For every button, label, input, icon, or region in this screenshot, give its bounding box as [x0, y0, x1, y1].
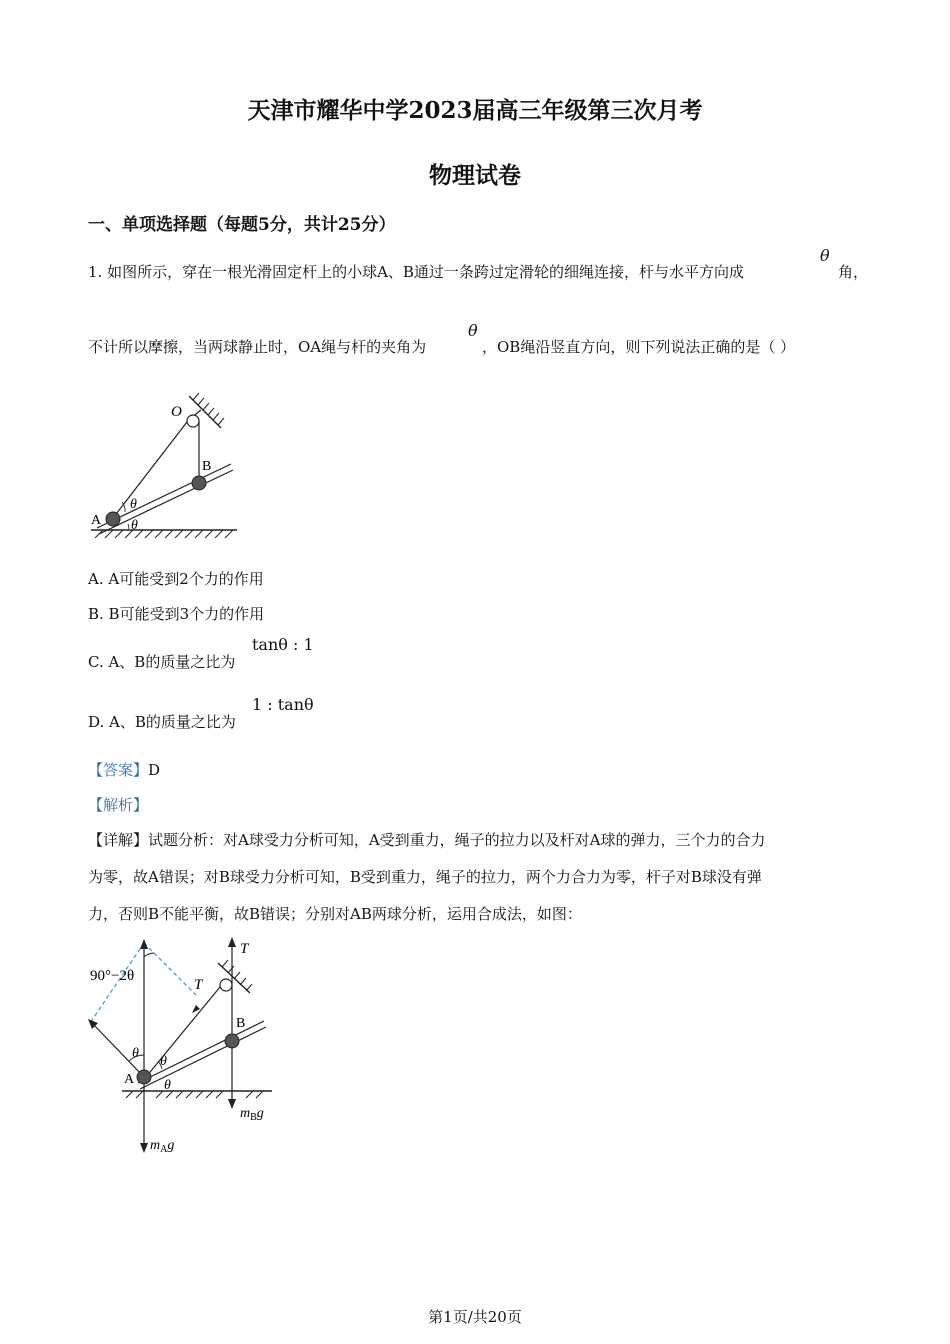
mAg-sub: A: [160, 1144, 168, 1155]
option-b: B. B可能受到3个力的作用: [88, 605, 265, 623]
label-theta-2: θ: [131, 518, 138, 533]
option-d: D. A、B的质量之比为: [88, 713, 236, 731]
question-figure: [85, 388, 245, 543]
mBg-sub: B: [250, 1112, 257, 1123]
option-a: A. A可能受到2个力的作用: [88, 570, 264, 588]
option-c-math: tanθ : 1: [252, 635, 314, 654]
detail-line2: 为零，故A错误；对B球受力分析可知，B受到重力，绳子的拉力，两个力合力为零，杆子对B球没有弹: [88, 868, 762, 886]
section-heading: 一、单项选择题（每题5分，共计25分）: [88, 215, 396, 235]
stem-line2-end: ，OB绳沿竖直方向，则下列说法正确的是（ ）: [482, 338, 796, 356]
mBg-m: m: [240, 1106, 251, 1121]
stem-text: 1. 如图所示，穿在一根光滑固定杆上的小球A、B通过一条跨过定滑轮的细绳连接，杆与水平方向成: [88, 263, 744, 281]
page-footer: 第1页/共20页: [428, 1308, 522, 1326]
label-A: A: [91, 513, 102, 528]
theta-symbol-2: θ: [468, 321, 478, 340]
stem-line1-end: 角，: [838, 263, 869, 281]
label-T-rope: T: [194, 977, 203, 993]
answer-tag: 【答案】: [88, 761, 149, 779]
option-c: C. A、B的质量之比为: [88, 653, 236, 671]
exam-title: 天津市耀华中学2023届高三年级第三次月考: [247, 97, 703, 124]
label-mBg: [240, 1106, 264, 1123]
mAg-m: m: [150, 1138, 161, 1153]
label-angle: 90°−2θ: [90, 968, 135, 984]
label-theta-a: θ: [132, 1046, 139, 1061]
detail-line3: 力，否则B不能平衡，故B错误；分别对AB两球分析，运用合成法，如图：: [88, 905, 582, 923]
label-theta-1: θ: [130, 497, 137, 512]
label-theta-c: θ: [164, 1078, 171, 1093]
detail-tag: 【详解】: [88, 831, 149, 849]
label-theta-b: θ: [160, 1054, 167, 1069]
question-stem-line2: [88, 340, 426, 355]
detail-line1: [88, 829, 766, 850]
label-A2: A: [124, 1072, 135, 1087]
label-B2: B: [236, 1016, 246, 1031]
mAg-g: g: [167, 1138, 175, 1153]
label-B: B: [202, 459, 212, 474]
label-O: O: [171, 404, 182, 420]
stem-text-2: 不计所以摩擦，当两球静止时，OA绳与杆的夹角为: [88, 338, 427, 356]
analysis-tag: 【解析】: [88, 796, 149, 814]
answer-line: [88, 759, 160, 780]
solution-figure: [82, 935, 282, 1160]
exam-subtitle: 物理试卷: [429, 162, 521, 189]
label-T-top: T: [240, 941, 249, 957]
option-d-math: 1 : tanθ: [252, 695, 314, 714]
detail-text-1: 试题分析：对A球受力分析可知，A受到重力，绳子的拉力以及杆对A球的弹力，三个力的合力: [148, 831, 766, 849]
label-mAg: [150, 1138, 174, 1155]
theta-symbol: θ: [820, 246, 830, 265]
question-stem-line1: [88, 265, 744, 280]
answer-value: D: [148, 761, 161, 779]
mBg-g: g: [256, 1106, 264, 1121]
